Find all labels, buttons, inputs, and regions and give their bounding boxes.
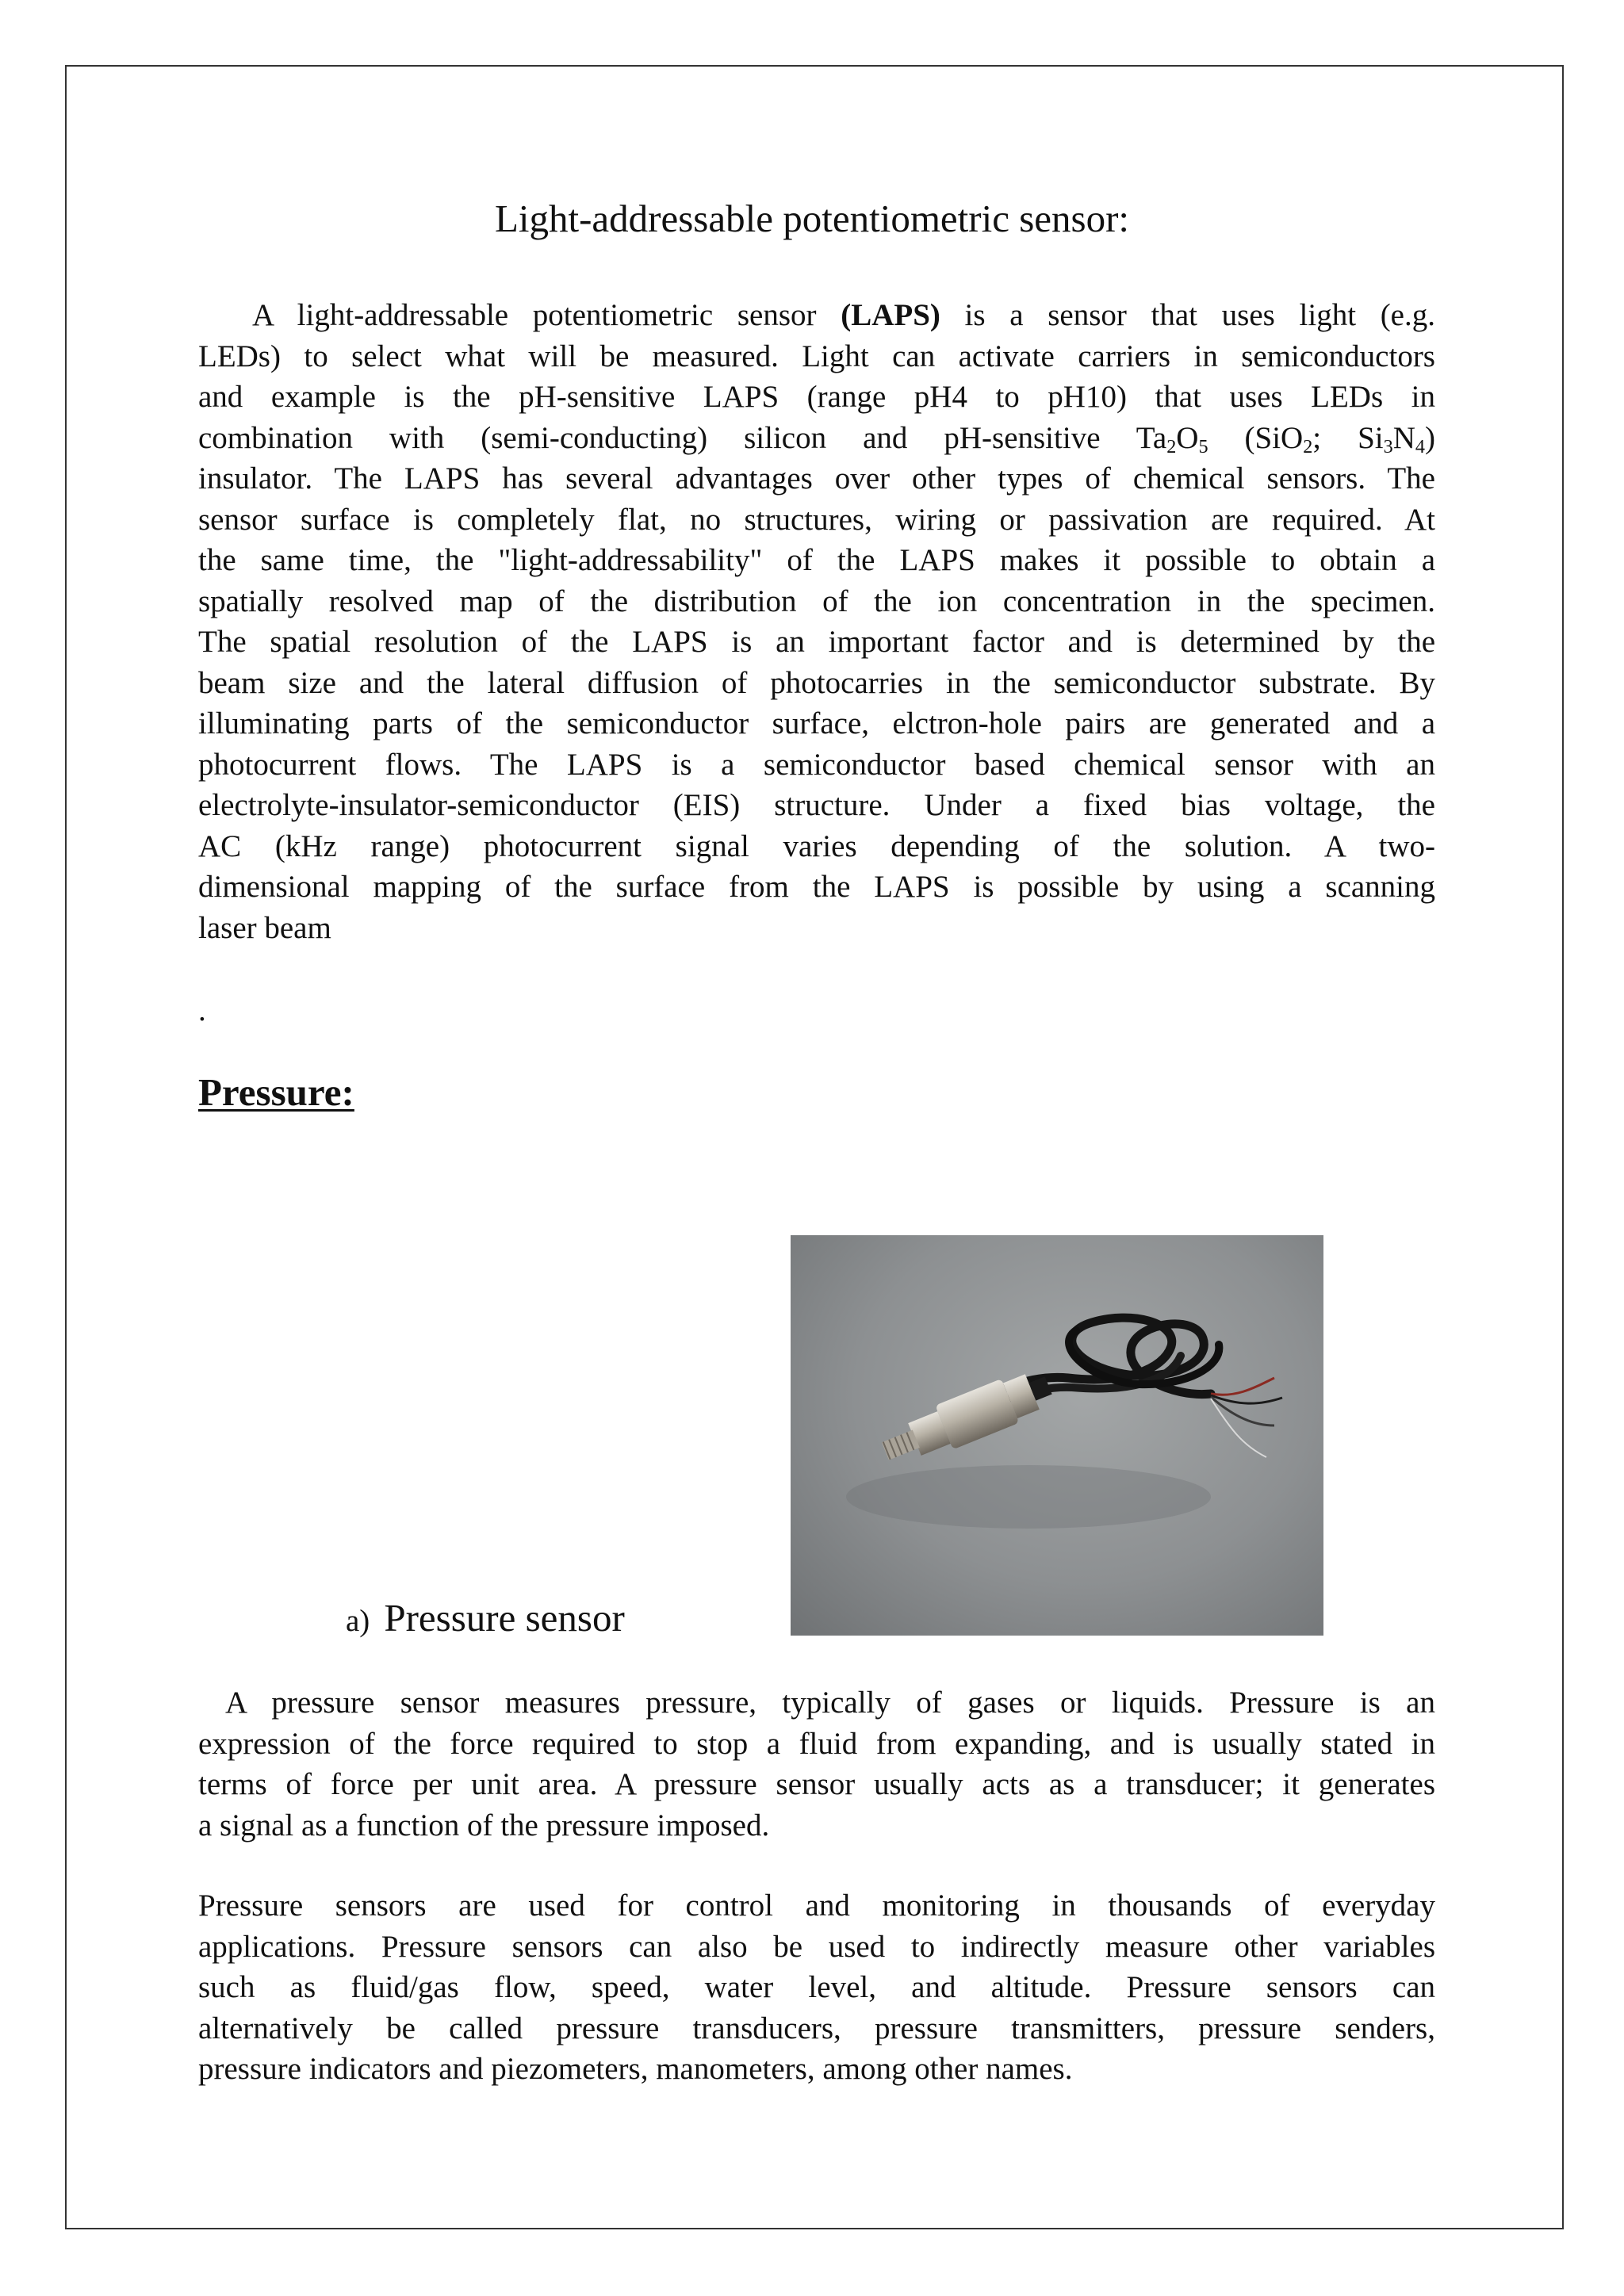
text-line: dimensional mapping of the surface from the LAPS is possible by using a scanning bbox=[198, 870, 1435, 904]
text-line: a signal as a function of the pressure imposed. bbox=[198, 1808, 770, 1843]
text-run: is a sensor that uses light (e.g. bbox=[940, 298, 1435, 332]
text-line: spatially resolved map of the distribution of the ion concentration in the specimen. bbox=[198, 584, 1435, 618]
section-heading-pressure: Pressure: bbox=[198, 1070, 354, 1114]
text-run: O bbox=[1176, 420, 1199, 455]
page-title: Light-addressable potentiometric sensor: bbox=[494, 197, 1130, 240]
text-line: AC (kHz range) photocurrent signal varies depending of the solution. A two- bbox=[198, 828, 1435, 863]
text-run: (SiO bbox=[1208, 420, 1304, 455]
text-line bbox=[198, 295, 1435, 336]
text-line: applications. Pressure sensors can also be used to indirectly measure other variables bbox=[198, 1929, 1435, 1964]
subscript: 2 bbox=[1166, 435, 1177, 457]
text-line: The spatial resolution of the LAPS is an important factor and is determined by the bbox=[198, 625, 1435, 659]
laps-paragraph bbox=[198, 295, 1435, 948]
pressure-sensor-illustration bbox=[791, 1235, 1323, 1636]
text-run: N bbox=[1392, 420, 1415, 455]
laps-acronym: (LAPS) bbox=[841, 298, 940, 332]
stray-period: . bbox=[198, 993, 206, 1027]
text-run: ; Si bbox=[1312, 420, 1384, 455]
text-line: terms of force per unit area. A pressure sensor usually acts as a transducer; it generates bbox=[198, 1767, 1435, 1801]
text-run: ) bbox=[1425, 420, 1435, 455]
subscript: 5 bbox=[1198, 435, 1208, 457]
text-line: expression of the force required to stop a fluid from expanding, and is usually stated in bbox=[198, 1726, 1435, 1761]
text-line: laser beam bbox=[198, 910, 331, 945]
subscript: 4 bbox=[1415, 435, 1425, 457]
text-line: and example is the pH-sensitive LAPS (range pH4 to pH10) that uses LEDs in bbox=[198, 380, 1435, 414]
pressure-sensor-photo bbox=[791, 1235, 1323, 1636]
text-line: the same time, the "light-addressability" of the LAPS makes it possible to obtain a bbox=[198, 543, 1435, 577]
text-line: LEDs) to select what will be measured. Light can activate carriers in semiconductors bbox=[198, 339, 1435, 373]
text-line: A pressure sensor measures pressure, typically of gases or liquids. Pressure is an bbox=[225, 1686, 1435, 1720]
text-line bbox=[198, 418, 1435, 459]
text-line: illuminating parts of the semiconductor surface, elctron-hole pairs are generated and a bbox=[198, 706, 1435, 740]
text-run: combination with (semi-conducting) silicon and pH-sensitive Ta bbox=[198, 420, 1167, 455]
text-line: such as fluid/gas flow, speed, water level, and altitude. Pressure sensors can bbox=[198, 1970, 1435, 2004]
text-line: Pressure sensors are used for control and monitoring in thousands of everyday bbox=[198, 1888, 1435, 1923]
pressure-sensor-paragraph bbox=[198, 1682, 1435, 1846]
text-line: alternatively be called pressure transducers, pressure transmitters, pressure senders, bbox=[198, 2011, 1435, 2045]
caption-text: Pressure sensor bbox=[384, 1596, 625, 1640]
text-line: sensor surface is completely flat, no structures, wiring or passivation are required. At bbox=[198, 502, 1435, 537]
subscript: 3 bbox=[1383, 435, 1393, 457]
subscript: 2 bbox=[1303, 435, 1313, 457]
text-run: A light-addressable potentiometric sensor bbox=[252, 298, 841, 332]
pressure-applications-paragraph bbox=[198, 1885, 1435, 2090]
text-line: insulator. The LAPS has several advantages over other types of chemical sensors. The bbox=[198, 461, 1435, 496]
text-line: pressure indicators and piezometers, manometers, among other names. bbox=[198, 2052, 1073, 2086]
caption-marker: a) bbox=[346, 1604, 370, 1638]
figure-caption bbox=[346, 1594, 625, 1652]
text-line: beam size and the lateral diffusion of photocarries in the semiconductor substrate. By bbox=[198, 665, 1435, 700]
text-line: photocurrent flows. The LAPS is a semiconductor based chemical sensor with an bbox=[198, 747, 1435, 782]
text-line: electrolyte-insulator-semiconductor (EIS) structure. Under a fixed bias voltage, the bbox=[198, 788, 1435, 822]
